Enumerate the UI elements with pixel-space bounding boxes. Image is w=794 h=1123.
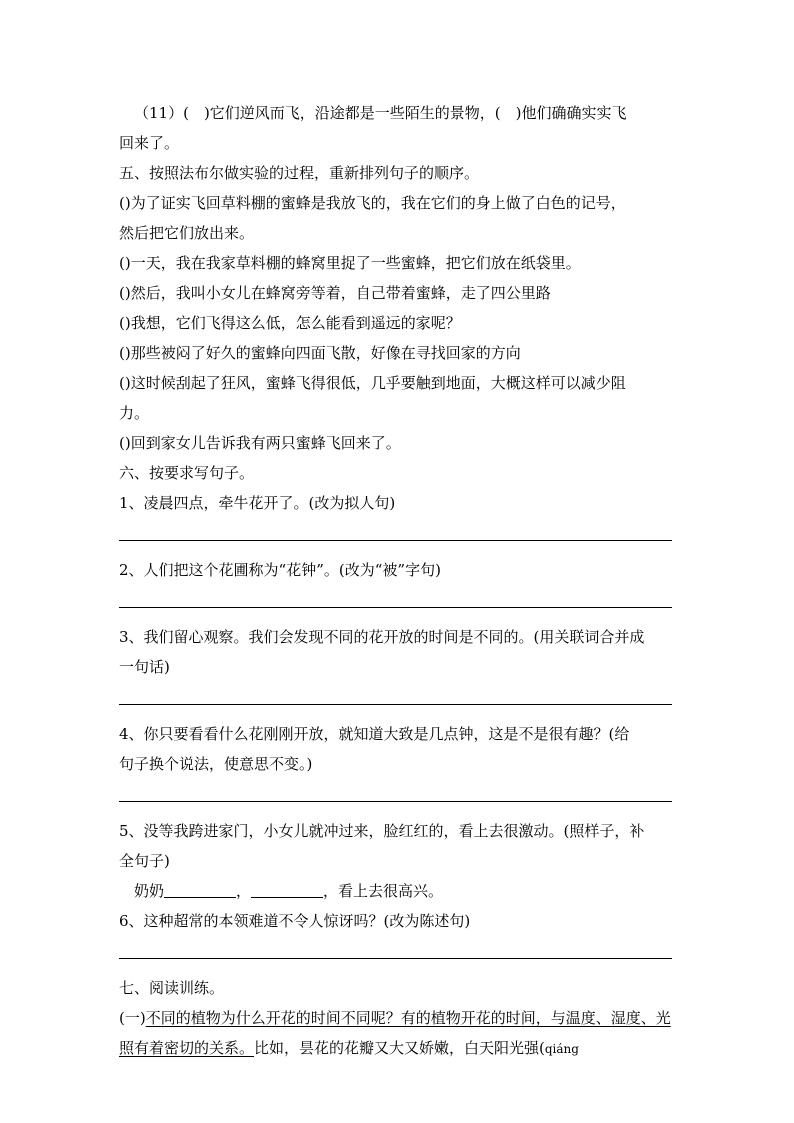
section-6-heading: 六、按要求写句子。 [119, 464, 255, 482]
item-11-line-2: 回来了。 [119, 134, 180, 152]
passage-prefix: (一) [119, 1009, 146, 1027]
order-item-2: ()一天，我在我家草料棚的蜂窝里捉了一些蜜蜂，把它们放在纸袋里。 [119, 254, 581, 272]
worksheet-page [119, 98, 675, 1064]
order-item-6-line-1: ()这时候刮起了狂风，蜜蜂飞得很低，几乎要触到地面，大概这样可以减少阻 [119, 374, 626, 392]
answer-line-1[interactable] [119, 540, 672, 541]
fill-blank-2[interactable] [251, 879, 323, 898]
question-1: 1、凌晨四点，牵牛花开了。(改为拟人句) [119, 494, 396, 512]
order-item-6-line-2: 力。 [119, 404, 150, 422]
question-6: 6、这种超常的本领难道不令人惊讶吗？(改为陈述句) [119, 912, 471, 930]
passage-rest-text: 比如，昙花的花瓣又大又娇嫩，白天阳光强( [254, 1039, 545, 1057]
order-item-3: ()然后，我叫小女儿在蜂窝旁等着，自己带着蜜蜂，走了四公里路 [119, 284, 551, 302]
answer-line-2[interactable] [119, 607, 672, 608]
order-item-4: ()我想，它们飞得这么低，怎么能看到遥远的家呢？ [119, 314, 461, 332]
question-5-line-2: 全句子) [119, 852, 170, 870]
passage-underlined-text: 不同的植物为什么开花的时间不同呢？有的植物开花的时间，与温度、湿度、光照有着密切的关系。 [119, 1009, 671, 1057]
reading-passage-1 [119, 1003, 675, 1064]
item-11-line-1: （11）( )它们逆风而飞，沿途都是一些陌生的景物，( )他们确确实实飞 [134, 104, 627, 122]
answer-line-6[interactable] [119, 958, 672, 959]
order-item-7: ()回到家女儿告诉我有两只蜜蜂飞回来了。 [119, 434, 401, 452]
question-5-fill [119, 876, 675, 906]
question-5-line-1: 5、没等我跨进家门，小女儿就冲过来，脸红红的，看上去很激动。(照样子，补 [119, 822, 645, 840]
fill-start-text: 奶奶 [134, 882, 165, 900]
answer-line-4[interactable] [119, 801, 672, 802]
answer-line-3[interactable] [119, 704, 672, 705]
question-4-line-1: 4、你只要看看什么花刚刚开放，就知道大致是几点钟，这是不是很有趣？(给 [119, 725, 630, 743]
fill-end-text: ，看上去很高兴。 [323, 882, 444, 900]
fill-blank-1[interactable] [164, 879, 236, 898]
fill-comma: ， [236, 882, 252, 900]
question-4-line-2: 句子换个说法，使意思不变。) [119, 755, 313, 773]
order-item-5: ()那些被闷了好久的蜜蜂向四面飞散，好像在寻找回家的方向 [119, 344, 521, 362]
question-3-line-2: 一句话) [119, 658, 170, 676]
order-item-1-line-2: 然后把它们放出来。 [119, 224, 255, 242]
order-item-1-line-1: ()为了证实飞回草料棚的蜜蜂是我放飞的，我在它们的身上做了白色的记号， [119, 194, 626, 212]
question-2: 2、人们把这个花圃称为“花钟”。(改为“被”字句) [119, 561, 441, 579]
passage-pinyin: qiáng [544, 1042, 579, 1056]
section-5-heading: 五、按照法布尔做实验的过程，重新排列句子的顺序。 [119, 164, 480, 182]
question-3-line-1: 3、我们留心观察。我们会发现不同的花开放的时间是不同的。(用关联词合并成 [119, 628, 645, 646]
section-7-heading: 七、阅读训练。 [119, 979, 225, 997]
